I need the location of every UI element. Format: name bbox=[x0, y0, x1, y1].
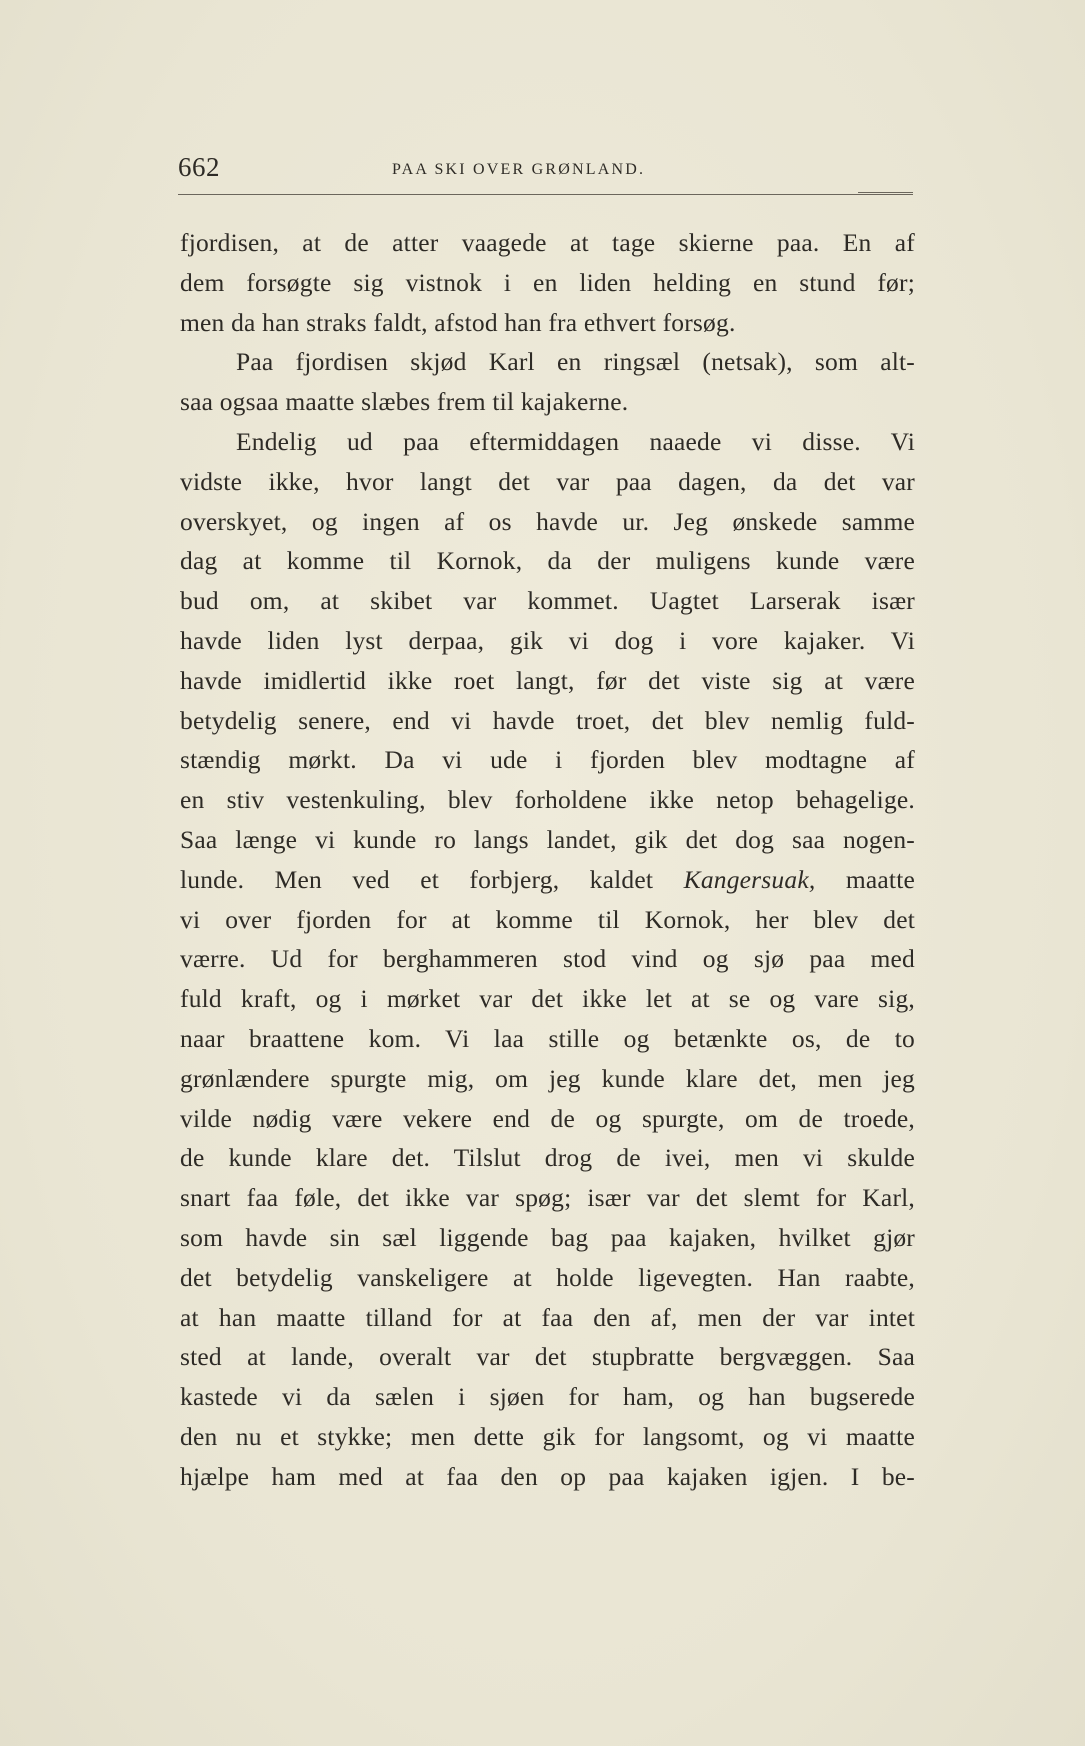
place-name: Kangersuak, bbox=[683, 864, 816, 894]
text-line: vilde nødig være vekere end de og spurgte, om de troede, bbox=[180, 1103, 915, 1133]
text-line: stændig mørkt. Da vi ude i fjorden blev modtagne af bbox=[180, 745, 915, 775]
text-line: betydelig senere, end vi havde troet, det blev nemlig fuld- bbox=[180, 705, 915, 735]
text-line: naar braattene kom. Vi laa stille og betænkte os, de to bbox=[180, 1023, 915, 1053]
text-line: de kunde klare det. Tilslut drog de ivei, men vi skulde bbox=[180, 1143, 915, 1173]
text-line: Saa længe vi kunde ro langs landet, gik det dog saa nogen- bbox=[180, 824, 915, 854]
text-line: fjordisen, at de atter vaagede at tage skierne paa. En af bbox=[180, 228, 915, 257]
text-line: dag at komme til Kornok, da der muligens kunde være bbox=[180, 546, 915, 576]
text-line: den nu et stykke; men dette gik for langsomt, og vi maatte bbox=[180, 1421, 915, 1451]
text-line: havde liden lyst derpaa, gik vi dog i vore kajaker. Vi bbox=[180, 625, 915, 655]
header-rule bbox=[178, 194, 913, 195]
text-line: dem forsøgte sig vistnok i en liden helding en stund før; bbox=[180, 267, 915, 297]
text-line: havde imidlertid ikke roet langt, før det viste sig at være bbox=[180, 665, 915, 695]
text-line: at han maatte tilland for at faa den af, men der var intet bbox=[180, 1302, 915, 1332]
text-line: men da han straks faldt, afstod han fra ethvert forsøg. bbox=[180, 307, 736, 337]
text-line: vidste ikke, hvor langt det var paa dagen, da det var bbox=[180, 466, 915, 496]
text-line: Paa fjordisen skjød Karl en ringsæl (netsak), som alt- bbox=[236, 347, 915, 377]
text-line: sted at lande, overalt var det stupbratte bergvæggen. Saa bbox=[180, 1342, 915, 1372]
text-line: det betydelig vanskeligere at holde ligevegten. Han raabte, bbox=[180, 1262, 915, 1292]
text-line: saa ogsaa maatte slæbes frem til kajakerne. bbox=[180, 387, 629, 417]
text-segment: lunde. Men ved et forbjerg, kaldet bbox=[180, 864, 684, 894]
header-rule-ornament bbox=[858, 192, 913, 193]
text-line: en stiv vestenkuling, blev forholdene ikke netop behagelige. bbox=[180, 785, 915, 815]
text-line: værre. Ud for berghammeren stod vind og sjø paa med bbox=[180, 944, 915, 974]
text-line: overskyet, og ingen af os havde ur. Jeg ønskede samme bbox=[180, 506, 915, 536]
body-text bbox=[180, 223, 915, 1497]
page-number: 662 bbox=[178, 152, 220, 182]
text-line: Endelig ud paa eftermiddagen naaede vi disse. Vi bbox=[236, 426, 915, 456]
text-line: snart faa føle, det ikke var spøg; især var det slemt for Karl, bbox=[180, 1183, 915, 1213]
running-title: PAA SKI OVER GRØNLAND. bbox=[392, 161, 646, 178]
text-line: hjælpe ham med at faa den op paa kajaken igjen. I be- bbox=[180, 1461, 915, 1491]
page-header bbox=[178, 152, 913, 192]
text-line: bud om, at skibet var kommet. Uagtet Larserak især bbox=[180, 586, 915, 616]
text-segment: maatte bbox=[815, 864, 916, 894]
text-line: som havde sin sæl liggende bag paa kajaken, hvilket gjør bbox=[180, 1222, 915, 1252]
text-line: kastede vi da sælen i sjøen for ham, og han bugserede bbox=[180, 1382, 915, 1412]
text-line: grønlændere spurgte mig, om jeg kunde klare det, men jeg bbox=[180, 1063, 915, 1093]
text-line: vi over fjorden for at komme til Kornok, her blev det bbox=[180, 904, 915, 934]
text-line bbox=[180, 860, 915, 900]
text-line: fuld kraft, og i mørket var det ikke let at se og vare sig, bbox=[180, 984, 915, 1014]
